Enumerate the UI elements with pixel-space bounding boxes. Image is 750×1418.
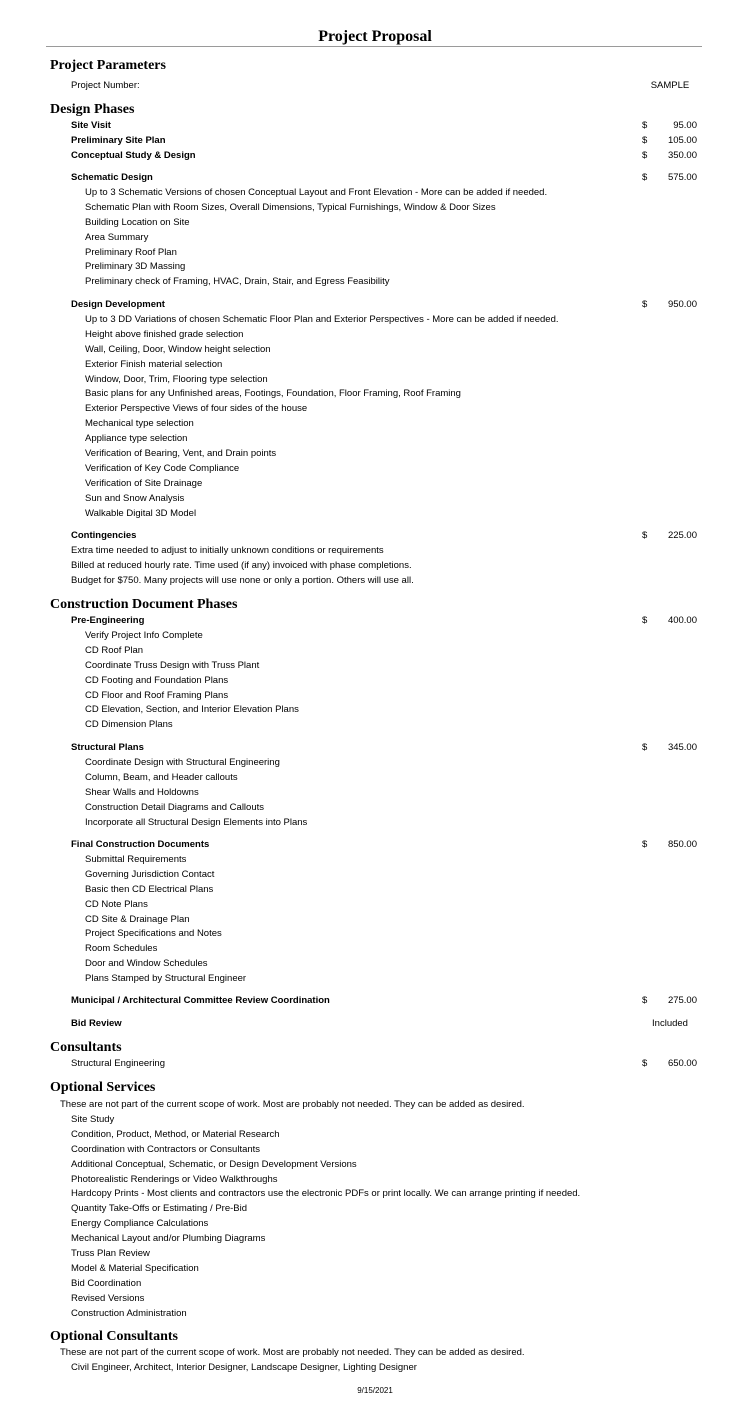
- detail-line: [0, 912, 750, 927]
- title-divider: [46, 46, 702, 47]
- detail-text: Verification of Site Drainage: [85, 477, 203, 489]
- detail-text: Hardcopy Prints - Most clients and contractors use the electronic PDFs or print locally. We can arrange printing if needed.: [71, 1188, 581, 1200]
- detail-line: [0, 1360, 750, 1375]
- detail-text: Area Summary: [85, 231, 149, 243]
- line-item-amount: 225.00: [667, 530, 697, 541]
- line-item-label: Contingencies: [71, 530, 137, 541]
- detail-line: [0, 1276, 750, 1291]
- detail-line: [0, 1261, 750, 1276]
- detail-text: Civil Engineer, Architect, Interior Designer, Landscape Designer, Lighting Designer: [71, 1361, 417, 1373]
- currency-symbol: $: [642, 530, 648, 541]
- detail-text: Budget for $750. Many projects will use none or only a portion. Others will use all.: [71, 574, 414, 586]
- detail-text: Up to 3 Schematic Versions of chosen Conceptual Layout and Front Elevation - More can be added if needed.: [85, 186, 548, 198]
- line-item-label: Design Development: [71, 299, 165, 310]
- detail-line: [0, 1216, 750, 1231]
- detail-line: [0, 643, 750, 658]
- detail-text: Coordinate Design with Structural Engineering: [85, 756, 280, 768]
- detail-line: [0, 431, 750, 446]
- detail-text: Mechanical type selection: [85, 418, 194, 430]
- detail-line: [0, 867, 750, 882]
- detail-text: Column, Beam, and Header callouts: [85, 771, 238, 783]
- detail-text: Schematic Plan with Room Sizes, Overall Dimensions, Typical Furnishings, Window & Door Sizes: [85, 201, 496, 213]
- line-item: [0, 78, 750, 93]
- detail-line: [0, 852, 750, 867]
- detail-line: [0, 401, 750, 416]
- detail-line: [0, 628, 750, 643]
- detail-text: Shear Walls and Holdowns: [85, 786, 199, 798]
- detail-line: [0, 688, 750, 703]
- detail-line: [0, 755, 750, 770]
- detail-text: Truss Plan Review: [71, 1248, 150, 1259]
- detail-line: [0, 1231, 750, 1246]
- currency-symbol: $: [642, 839, 648, 850]
- line-item: [0, 170, 750, 185]
- line-item-label: Schematic Design: [71, 172, 153, 183]
- detail-text: Revised Versions: [71, 1292, 145, 1304]
- detail-line: [0, 491, 750, 506]
- detail-line: [0, 312, 750, 327]
- currency-symbol: $: [642, 172, 648, 183]
- detail-line: [0, 956, 750, 971]
- detail-line: [0, 372, 750, 387]
- line-item: [0, 740, 750, 755]
- line-item-label: Conceptual Study & Design: [71, 150, 196, 161]
- line-item-label: Project Number:: [71, 80, 140, 91]
- detail-text: Extra time needed to adjust to initially unknown conditions or requirements: [71, 544, 384, 556]
- currency-symbol: $: [642, 1058, 648, 1069]
- detail-line: [0, 1112, 750, 1127]
- detail-line: [0, 506, 750, 521]
- detail-text: Room Schedules: [85, 943, 158, 955]
- detail-text: Model & Material Specification: [71, 1262, 199, 1274]
- line-item-label: These are not part of the current scope of work. Most are probably not needed. They can be added as desired.: [60, 1099, 525, 1110]
- line-item: [0, 133, 750, 148]
- detail-text: Billed at reduced hourly rate. Time used (if any) invoiced with phase completions.: [71, 559, 412, 571]
- detail-line: [0, 274, 750, 289]
- currency-symbol: $: [642, 120, 648, 131]
- detail-line: [0, 717, 750, 732]
- detail-text: Energy Compliance Calculations: [71, 1218, 209, 1230]
- detail-text: CD Elevation, Section, and Interior Elevation Plans: [85, 704, 299, 716]
- detail-text: Verification of Key Code Compliance: [85, 462, 240, 474]
- detail-line: [0, 971, 750, 986]
- line-item: [0, 1097, 750, 1112]
- detail-line: [0, 1246, 750, 1261]
- detail-text: Preliminary Roof Plan: [85, 246, 177, 258]
- detail-line: [0, 882, 750, 897]
- line-item: [0, 148, 750, 163]
- detail-line: [0, 897, 750, 912]
- detail-line: [0, 543, 750, 558]
- line-item: [0, 1345, 750, 1360]
- detail-line: [0, 416, 750, 431]
- line-item-label: Site Visit: [71, 120, 111, 131]
- detail-text: Exterior Finish material selection: [85, 358, 223, 370]
- detail-line: [0, 386, 750, 401]
- detail-text: Construction Administration: [71, 1307, 187, 1319]
- currency-symbol: $: [642, 150, 648, 161]
- line-item-label: Bid Review: [71, 1018, 122, 1029]
- line-item: [0, 1056, 750, 1071]
- detail-line: [0, 926, 750, 941]
- detail-text: Preliminary 3D Massing: [85, 261, 186, 273]
- detail-text: Additional Conceptual, Schematic, or Design Development Versions: [71, 1158, 357, 1170]
- line-item: [0, 297, 750, 312]
- detail-text: Appliance type selection: [85, 433, 188, 445]
- detail-line: [0, 1142, 750, 1157]
- line-item: [0, 837, 750, 852]
- line-item-value: Included: [652, 1018, 688, 1029]
- detail-line: [0, 558, 750, 573]
- detail-line: [0, 1186, 750, 1201]
- section-heading: Optional Services: [50, 1080, 156, 1095]
- line-item-label: Municipal / Architectural Committee Review Coordination: [71, 995, 330, 1006]
- detail-text: Coordination with Contractors or Consultants: [71, 1143, 261, 1155]
- detail-text: Window, Door, Trim, Flooring type selection: [85, 373, 268, 385]
- detail-line: [0, 259, 750, 274]
- detail-text: Basic then CD Electrical Plans: [85, 883, 214, 895]
- line-item-amount: 400.00: [667, 615, 697, 626]
- detail-text: Exterior Perspective Views of four sides of the house: [85, 403, 308, 415]
- currency-symbol: $: [642, 742, 648, 753]
- currency-symbol: $: [642, 299, 648, 310]
- detail-line: [0, 1201, 750, 1216]
- line-item-value: SAMPLE: [650, 80, 690, 91]
- line-item-label: Structural Engineering: [71, 1058, 165, 1069]
- detail-text: Quantity Take-Offs or Estimating / Pre-Bid: [71, 1203, 247, 1215]
- detail-text: CD Footing and Foundation Plans: [85, 674, 229, 686]
- detail-line: [0, 327, 750, 342]
- detail-line: [0, 1127, 750, 1142]
- currency-symbol: $: [642, 135, 648, 146]
- detail-text: Governing Jurisdiction Contact: [85, 868, 215, 880]
- line-item-amount: 350.00: [667, 150, 697, 161]
- detail-line: [0, 1291, 750, 1306]
- detail-text: Verification of Bearing, Vent, and Drain points: [85, 448, 277, 459]
- line-item-amount: 95.00: [673, 120, 697, 131]
- line-item-amount: 650.00: [667, 1058, 697, 1069]
- footer-date: 9/15/2021: [357, 1386, 393, 1395]
- line-item-amount: 575.00: [667, 172, 697, 183]
- line-item: [0, 993, 750, 1008]
- detail-line: [0, 815, 750, 830]
- section-heading: Project Parameters: [50, 58, 166, 73]
- currency-symbol: $: [642, 615, 648, 626]
- page-title: Project Proposal: [318, 28, 432, 45]
- detail-text: Condition, Product, Method, or Material Research: [71, 1128, 280, 1140]
- detail-text: Wall, Ceiling, Door, Window height selection: [85, 343, 271, 355]
- detail-line: [0, 461, 750, 476]
- line-item-amount: 950.00: [667, 299, 697, 310]
- line-item-amount: 850.00: [667, 839, 697, 850]
- detail-line: [0, 1306, 750, 1321]
- detail-line: [0, 1172, 750, 1187]
- detail-text: Verify Project Info Complete: [85, 629, 203, 641]
- detail-text: Sun and Snow Analysis: [85, 492, 185, 504]
- line-item-amount: 275.00: [667, 995, 697, 1006]
- detail-line: [0, 245, 750, 260]
- detail-text: Plans Stamped by Structural Engineer: [85, 973, 247, 985]
- line-item: [0, 118, 750, 133]
- detail-line: [0, 702, 750, 717]
- line-item: [0, 528, 750, 543]
- section-heading: Optional Consultants: [50, 1329, 178, 1344]
- detail-line: [0, 230, 750, 245]
- detail-text: Photorealistic Renderings or Video Walkthroughs: [71, 1173, 278, 1185]
- detail-text: CD Site & Drainage Plan: [85, 913, 190, 925]
- detail-line: [0, 785, 750, 800]
- detail-text: Submittal Requirements: [85, 853, 187, 865]
- line-item: [0, 1016, 750, 1031]
- detail-text: Height above finished grade selection: [85, 328, 244, 340]
- detail-line: [0, 800, 750, 815]
- detail-text: Coordinate Truss Design with Truss Plant: [85, 659, 260, 671]
- section-heading: Design Phases: [50, 102, 135, 117]
- line-item-label: Preliminary Site Plan: [71, 135, 166, 146]
- detail-text: CD Note Plans: [85, 898, 148, 910]
- detail-text: Incorporate all Structural Design Elements into Plans: [85, 816, 308, 828]
- detail-text: Construction Detail Diagrams and Callouts: [85, 801, 264, 813]
- line-item-label: These are not part of the current scope of work. Most are probably not needed. They can be added as desired.: [60, 1347, 525, 1358]
- detail-line: [0, 573, 750, 588]
- line-item: [0, 613, 750, 628]
- detail-text: Up to 3 DD Variations of chosen Schematic Floor Plan and Exterior Perspectives - More can be added if needed.: [85, 313, 559, 325]
- line-item-amount: 105.00: [667, 135, 697, 146]
- detail-line: [0, 342, 750, 357]
- detail-text: Basic plans for any Unfinished areas, Footings, Foundation, Floor Framing, Roof Framing: [85, 388, 461, 400]
- detail-line: [0, 476, 750, 491]
- detail-line: [0, 941, 750, 956]
- section-heading: Consultants: [50, 1040, 122, 1055]
- detail-line: [0, 658, 750, 673]
- line-item-label: Final Construction Documents: [71, 839, 210, 850]
- detail-text: Walkable Digital 3D Model: [85, 507, 197, 519]
- detail-text: CD Dimension Plans: [85, 719, 173, 731]
- detail-line: [0, 200, 750, 215]
- detail-text: Door and Window Schedules: [85, 958, 208, 970]
- detail-line: [0, 446, 750, 461]
- detail-text: Bid Coordination: [71, 1277, 142, 1289]
- section-heading: Construction Document Phases: [50, 597, 238, 612]
- detail-line: [0, 1157, 750, 1172]
- detail-line: [0, 357, 750, 372]
- detail-text: Project Specifications and Notes: [85, 928, 222, 940]
- detail-text: Mechanical Layout and/or Plumbing Diagrams: [71, 1233, 266, 1245]
- line-item-label: Structural Plans: [71, 742, 144, 753]
- detail-text: Preliminary check of Framing, HVAC, Drain, Stair, and Egress Feasibility: [85, 276, 390, 288]
- detail-line: [0, 215, 750, 230]
- line-item-label: Pre-Engineering: [71, 615, 145, 626]
- line-item-amount: 345.00: [667, 742, 697, 753]
- detail-text: CD Floor and Roof Framing Plans: [85, 689, 229, 701]
- detail-line: [0, 673, 750, 688]
- detail-text: Building Location on Site: [85, 216, 190, 228]
- detail-line: [0, 770, 750, 785]
- currency-symbol: $: [642, 995, 648, 1006]
- detail-text: CD Roof Plan: [85, 644, 144, 656]
- detail-line: [0, 185, 750, 200]
- detail-text: Site Study: [71, 1113, 115, 1125]
